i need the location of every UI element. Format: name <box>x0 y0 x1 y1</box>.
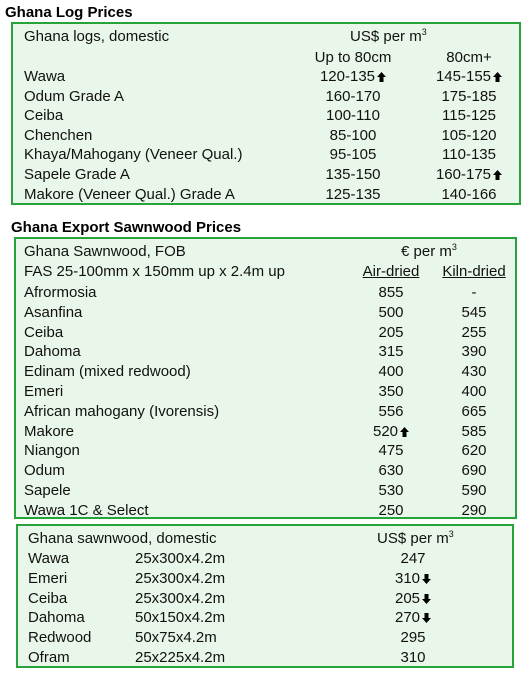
export-row-kiln-dried: 400 <box>461 383 487 400</box>
domestic-row-name: Ofram <box>28 649 70 666</box>
log-row-value-small: 100-110 <box>326 107 380 125</box>
arrow-up-icon <box>493 72 502 82</box>
arrow-up-icon <box>400 427 409 437</box>
domestic-row-size: 50x75x4.2m <box>135 629 217 647</box>
export-row-air-dried: 530 <box>378 482 404 499</box>
log-row-name: Sapele Grade A <box>24 166 130 183</box>
export-row-kiln-dried: 545 <box>461 303 487 321</box>
export-spec: FAS 25-100mm x 150mm up x 2.4m up <box>24 263 285 280</box>
log-row-value-small: 95-105 <box>329 146 377 164</box>
domestic-row-name: Wawa <box>28 550 70 567</box>
arrow-up-icon <box>377 72 386 82</box>
log-row-value-large: 110-135 <box>442 146 496 164</box>
export-unit: € per $m^3$ <box>401 242 457 260</box>
export-row-air-dried: 630 <box>378 462 404 480</box>
log-row-value-small: 135-150 <box>325 166 381 183</box>
domestic-row-size: 25x300x4.2m <box>135 589 226 607</box>
export-row-name: Niangon <box>24 442 80 460</box>
export-row-kiln-dried: 585 <box>461 422 487 440</box>
export-row-kiln-dried: 665 <box>461 402 487 420</box>
arrow-up-icon <box>493 170 502 180</box>
domestic-row-price: 295 <box>400 629 426 647</box>
domestic-row-price: 247 <box>400 550 426 567</box>
export-row-name: Asanfina <box>24 303 83 321</box>
log-row-value-large: 175-185 <box>441 87 497 105</box>
export-row-kiln-dried: 690 <box>461 462 487 480</box>
arrow-down-icon <box>422 613 431 623</box>
export-row-name: Emeri <box>24 383 64 400</box>
arrow-down-icon <box>422 574 431 584</box>
export-row-name: Ceiba <box>24 323 64 341</box>
domestic-row-size: 25x300x4.2m <box>135 569 226 587</box>
export-row-air-dried: 205 <box>378 323 404 341</box>
export-row-name: Dahoma <box>24 343 81 361</box>
export-col1-header: Air-dried <box>362 263 420 280</box>
export-row-kiln-dried: - <box>471 284 477 301</box>
export-subtitle: Ghana Sawnwood, FOB <box>24 243 186 260</box>
export-row-air-dried: 315 <box>378 343 404 361</box>
log-col1-header: Up to 80cm <box>314 49 392 66</box>
log-row-name: Ceiba <box>24 107 64 125</box>
export-row-kiln-dried: 620 <box>461 442 487 460</box>
domestic-row-name: Dahoma <box>28 609 85 627</box>
export-row-air-dried: 855 <box>378 284 404 301</box>
export-row-air-dried: 556 <box>378 402 404 420</box>
export-row-kiln-dried: 290 <box>461 501 487 519</box>
export-row-name: Sapele <box>24 482 71 499</box>
domestic-row-price: 205 <box>373 590 453 608</box>
log-row-name: Khaya/Mahogany (Veneer Qual.) <box>24 146 243 164</box>
log-prices-heading: Ghana Log Prices <box>5 4 133 21</box>
export-col2-header: Kiln-dried <box>442 263 506 280</box>
export-row-kiln-dried: 255 <box>461 323 487 341</box>
domestic-row-name: Redwood <box>28 629 92 647</box>
log-prices-panel <box>11 22 521 205</box>
domestic-sawnwood-panel <box>16 524 514 668</box>
log-row-name: Chenchen <box>24 126 93 144</box>
domestic-row-name: Emeri <box>28 569 68 587</box>
export-sawnwood-panel <box>14 237 517 519</box>
domestic-row-size: 25x225x4.2m <box>135 649 226 666</box>
log-row-value-small: 120-135 <box>303 68 403 86</box>
export-row-name: African mahogany (Ivorensis) <box>24 402 220 420</box>
log-row-value-large: 145-155 <box>419 68 519 86</box>
export-row-name: Odum <box>24 462 65 480</box>
log-prices-subtitle: Ghana logs, domestic <box>24 28 170 45</box>
log-row-name: Odum Grade A <box>24 87 125 105</box>
log-row-value-small: 160-170 <box>325 87 381 105</box>
export-row-name: Makore <box>24 422 75 440</box>
domestic-row-price: 270 <box>373 609 453 627</box>
export-row-name: Afrormosia <box>24 284 97 301</box>
log-row-value-large: 115-125 <box>442 107 496 125</box>
log-row-name: Wawa <box>24 68 66 85</box>
log-row-name: Makore (Veneer Qual.) Grade A <box>24 185 235 203</box>
export-sawnwood-heading: Ghana Export Sawnwood Prices <box>11 219 242 236</box>
arrow-down-icon <box>422 594 431 604</box>
log-col2-header: 80cm+ <box>446 49 492 66</box>
export-row-air-dried: 500 <box>378 303 404 321</box>
log-row-value-small: 85-100 <box>329 126 377 144</box>
export-row-air-dried: 250 <box>378 501 404 519</box>
export-row-name: Edinam (mixed redwood) <box>24 363 191 381</box>
domestic-subtitle: Ghana sawnwood, domestic <box>28 530 217 547</box>
log-row-value-large: 105-120 <box>441 126 497 144</box>
export-row-air-dried: 520 <box>351 423 431 441</box>
export-row-kiln-dried: 390 <box>461 343 487 361</box>
log-row-value-large: 160-175 <box>419 166 519 184</box>
export-row-air-dried: 475 <box>378 442 404 460</box>
domestic-unit: US$ per $m^3$ <box>377 529 454 547</box>
export-row-name: Wawa 1C & Select <box>24 501 149 519</box>
log-row-value-large: 140-166 <box>441 185 497 203</box>
domestic-row-price: 310 <box>373 570 453 588</box>
export-row-kiln-dried: 590 <box>461 482 487 499</box>
domestic-row-size: 50x150x4.2m <box>135 609 226 627</box>
log-row-value-small: 125-135 <box>325 185 381 203</box>
export-row-air-dried: 350 <box>378 383 404 400</box>
export-row-air-dried: 400 <box>378 363 404 381</box>
domestic-row-price: 310 <box>400 649 426 666</box>
log-prices-unit: US$ per $m^3$ <box>350 27 427 45</box>
export-row-kiln-dried: 430 <box>461 363 487 381</box>
domestic-row-size: 25x300x4.2m <box>135 550 226 567</box>
domestic-row-name: Ceiba <box>28 589 68 607</box>
